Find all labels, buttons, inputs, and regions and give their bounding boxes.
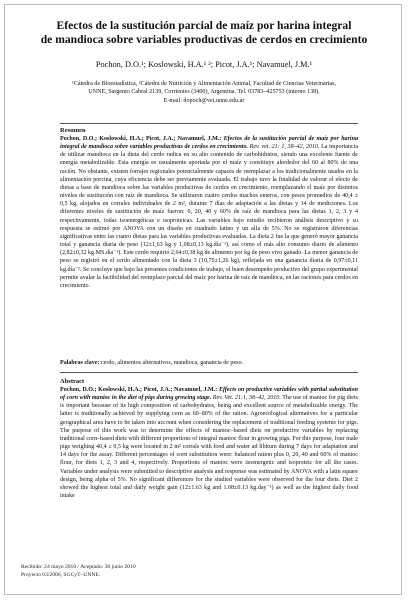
abstract-body: The use of manioc for pig diets is important because of its high composition of carbohydrates, being and excellent source of metabolizable energy. The latter is traditionally achieved by supplying corn as 60–80% of the ration. Agroecological alternatives for a particular geographical area have to be taken into account when considering the replacement of traditional feeding systems for pigs. The purpose of this work was to determine the effects of manioc–based diets on productive variables by replacing traditional corn–based diets with different proportions of integral manioc flour in growing pigs. For this purpose, four male pigs weighing 40,4 ± 0,5 kg were located in 2 m² corrals with food and water ad libitum during 7 days for adaptation and 14 days for the assay. Different percentages of corn substitution were: balanced ration plus 0, 20, 40 and 60% of manioc flour, for diets 1, 2, 3 and 4, respectively. Proportions of manioc were isoenergetic and isoproteic for all the cases. Variables under analysis were submitted to descriptive analysis and response was estimated by ANOVA with a latin square design, being alpha of 5%. No significant differences for the studied variables were observed for the four diets. Diet 2 showed the highest total and daily weight gain (12±1.63 kg and 1.08±0.13 kg.day⁻¹) as well as the highest daily food intake	[60, 395, 358, 500]
resumen-citation-title: Efectos de la sustitución parcial de maíz por harina integral de mandioca sobre variables productivas de cerdos en crecimiento.	[60, 136, 358, 151]
keywords-text: cerdo, alimentos alternativos, mandioca, ganancia de peso.	[100, 360, 244, 366]
affiliation-line-2: UNNE, Sargento Cabral 2139, Corrientes (3400), Argentina. Tel. 03783–425753 (interno 138).	[88, 89, 320, 96]
divider	[60, 123, 358, 124]
title-line-1: Efectos de la sustitución parcial de maíz por harina integral	[56, 19, 352, 32]
abstract-paragraph	[60, 386, 358, 500]
title-line-2: de mandioca sobre variables productivas de cerdos en crecimiento	[40, 32, 368, 46]
article-title	[24, 19, 384, 46]
keywords-label: Palabras clave:	[60, 360, 100, 366]
resumen-body: La importancia de utilizar mandioca en la dieta del cerdo radica en su alto contenido de carbohidratos, siendo una excelente fuente de energía metabolizable. Esta energía es usualmente aportada por el maíz y constituye alrededor del 60 al 80% de una ración. No obstante, existen forrajes regionales potencialmente capaces de reemplazar a los tradicionalmente usados en la alimentación porcina, cuya eficiencia debe ser previamente evaluada. El trabajo tuvo la finalidad de valorar el efecto de dietas a base de mandioca sobre las variables productivas de cerdos en crecimiento, reemplazando el maíz por distintos niveles de sustitución con raíz de mandioca. Se utilizaron cuatro cerdos machos enteros, con pesos promedios de 40,4 ± 0,5 kg, alojados en corrales individuales de 2 m², durante 7 días de adaptación a las dietas y 14 de mediciones. Los diferentes niveles de sustitución de maíz fueron: 0, 20, 40 y 60% de raíz de mandioca para las dietas 1, 2, 3 y 4 respectivamente, todas isoenergéticas e isoproteicas. Las variables bajo estudio recibieron análisis descriptivo y su respuesta se estimó por ANOVA con un diseño en cuadrado latino y un alfa de 5%. No se registraron diferencias significativas entre las cuatro dietas para las variables productivas evaluadas. La dieta 2 fue la que generó mayor ganancia total y ganancia diaria de peso (12±1,63 kg y 1,08±0,13 kg.día⁻¹), así como el más alto consumo diario de alimento (2,82±0,32 kg.MS.día⁻¹). Este cerdo requirió 2,64±0,38 kg de alimento por kg de peso vivo ganado. La menor ganancia de peso se registró en el cerdo alimentado con la dieta 3 (10,75±1,26 kg), reflejada en una ganancia diaria de 0,97±0,11 kg.día⁻¹. Se concluye que bajo las presentes condiciones de trabajo, el buen desempeño productivo del grupo experimental permite avalar la factibilidad del reemplazo parcial del maíz por harina de raíz de mandioca, en las raciones para cerdos en crecimiento.	[60, 144, 359, 289]
affiliation-line-1: ¹Cátedra de Bioestadística, ²Cátedra de Nutrición y Alimentación Animal, Facultad de Ciencias Veterinarias,	[72, 81, 336, 87]
abstract-citation-authors: Pochon, D.O.; Koslowski, H.A.; Picot, J.A.; Navamuel, J.M.:	[60, 387, 218, 393]
affiliation	[56, 80, 352, 105]
abstract-citation-title: Effects on productive variables with partial substitution of corn with manioc in the diet of pigs during growing stage.	[60, 387, 358, 402]
resumen-citation-ref: Rev. vet. 21: 1, 38–42, 2010.	[249, 144, 320, 151]
keywords	[60, 359, 358, 367]
footer	[21, 563, 136, 579]
resumen-paragraph	[60, 135, 358, 290]
abstract-citation-ref: Rev. Vet. 21:1, 38–42, 2010.	[212, 395, 281, 402]
author-list: Pochon, D.O.¹; Koslowski, H.A.¹ ²; Picot, J.A.¹; Navamuel, J.M.¹	[95, 60, 313, 69]
resumen-heading: Resumen	[60, 127, 86, 134]
project-id: Proyecto 03/2006, SGCyT–UNNE.	[21, 572, 101, 578]
affiliation-email: E-mail: dopoch@vet.unne.edu.ar	[163, 97, 245, 104]
received-date: Recibido: 24 mayo 2010 / Aceptado: 30 junio 2010	[21, 564, 136, 570]
divider	[60, 372, 358, 373]
abstract-heading: Abstract	[60, 378, 85, 385]
resumen-citation-authors: Pochon, D.O.; Koslowski, H.A.; Picot, J.A.; Navamuel, J.M.:	[60, 136, 222, 142]
